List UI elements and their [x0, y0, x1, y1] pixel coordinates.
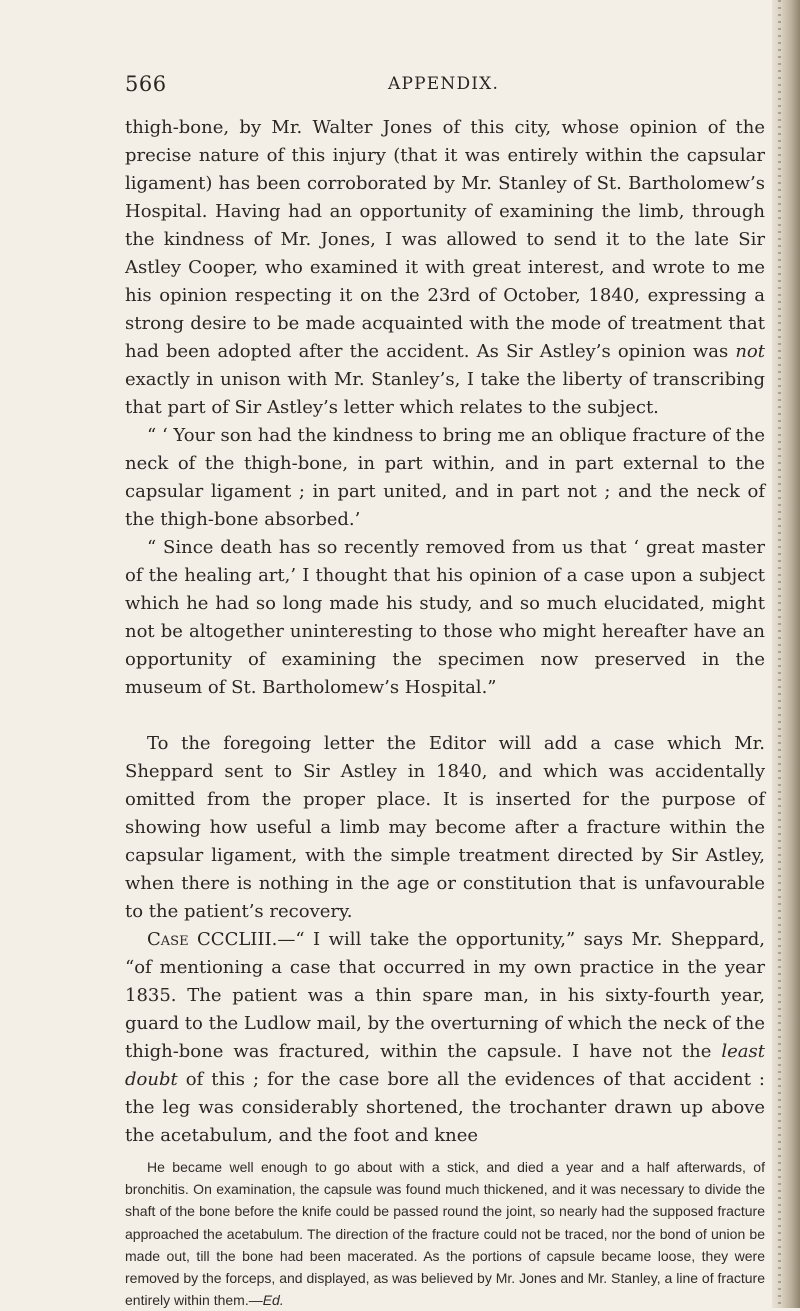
page-number: 566 [125, 72, 167, 96]
paragraph-case [125, 926, 765, 1150]
paragraph-editor-note: To the foregoing letter the Editor will add a case which Mr. Sheppard sent to Sir Astley in 1840, and which was accidentally omitted from the proper place. It is inserted for the purpose of showing how useful a limb may become after a fracture within the capsular ligament, with the simple treatment directed by Sir Astley, when there is nothing in the age or constitution that is unfavourable to the patient’s recovery. [125, 733, 765, 922]
paragraph-quote-2: “ Since death has so recently removed from us that ‘ great master of the healing art,’ I thought that his opinion of a case upon a subject which he had so long made his study, and so much elucidated, might not be altogether uninteresting to those who might hereafter have an opportunity of examining the specimen now preserved in the museum of St. Bartholomew’s Hospital.” [125, 537, 765, 698]
page-header [125, 72, 765, 102]
paragraph-1-end: exactly in unison with Mr. Stanley’s, I take the liberty of transcribing that part of Sir Astley’s letter which relates to the subject. [125, 369, 765, 418]
footnote [125, 1156, 765, 1311]
paragraph-quote-1: “ ‘ Your son had the kindness to bring me an oblique fracture of the neck of the thigh-bone, in part within, and in part external to the capsular ligament ; in part united, and in part not ; and the neck of the thigh-bone absorbed.’ [125, 425, 765, 530]
paragraph-case-emphasis: least doubt [125, 1041, 765, 1090]
footnote-text: He became well enough to go about with a stick, and died a year and a half afterwards, of bronchitis. On examination, the capsule was found much thickened, and it was necessary to divide the shaft of the bone before the knife could be passed round the joint, so nearly had the supposed fracture approached the acetabulum. The direction of the fracture could not be traced, nor the bond of union be made out, till the bone had been macerated. As the portions of capsule became loose, they were removed by the forceps, and displayed, as was believed by Mr. Jones and Mr. Stanley, a line of fracture entirely within them.— [125, 1159, 765, 1309]
footnote-signature: Ed. [262, 1292, 284, 1309]
case-heading: Case CCCLIII. [147, 929, 278, 950]
page-edge-shadow [772, 0, 800, 1308]
paragraph-1-emphasis: not [735, 341, 765, 362]
paragraph-case-end: of this ; for the case bore all the evidences of that accident : the leg was considerably shortened, the trochanter drawn up above the acetabulum, and the foot and knee [125, 1069, 765, 1146]
page-body [125, 114, 765, 1311]
paragraph-1 [125, 114, 765, 422]
running-head: APPENDIX. [388, 74, 500, 94]
paragraph-case-text: —“ I will take the opportunity,” says Mr. Sheppard, “of mentioning a case that occurred in my own practice in the year 1835. The patient was a thin spare man, in his sixty-fourth year, guard to the Ludlow mail, by the overturning of which the neck of the thigh-bone was fractured, within the capsule. I have not the [125, 929, 766, 1062]
paragraph-1-text: thigh-bone, by Mr. Walter Jones of this city, whose opinion of the precise nature of this injury (that it was entirely within the capsular ligament) has been corroborated by Mr. Stanley of St. Bartholomew’s Hospital. Having had an opportunity of examining the limb, through the kindness of Mr. Jones, I was allowed to send it to the late Sir Astley Cooper, who examined it with great interest, and wrote to me his opinion respecting it on the 23rd of October, 1840, expressing a strong desire to be made acquainted with the mode of treatment that had been adopted after the accident. As Sir Astley’s opinion was [125, 117, 765, 362]
